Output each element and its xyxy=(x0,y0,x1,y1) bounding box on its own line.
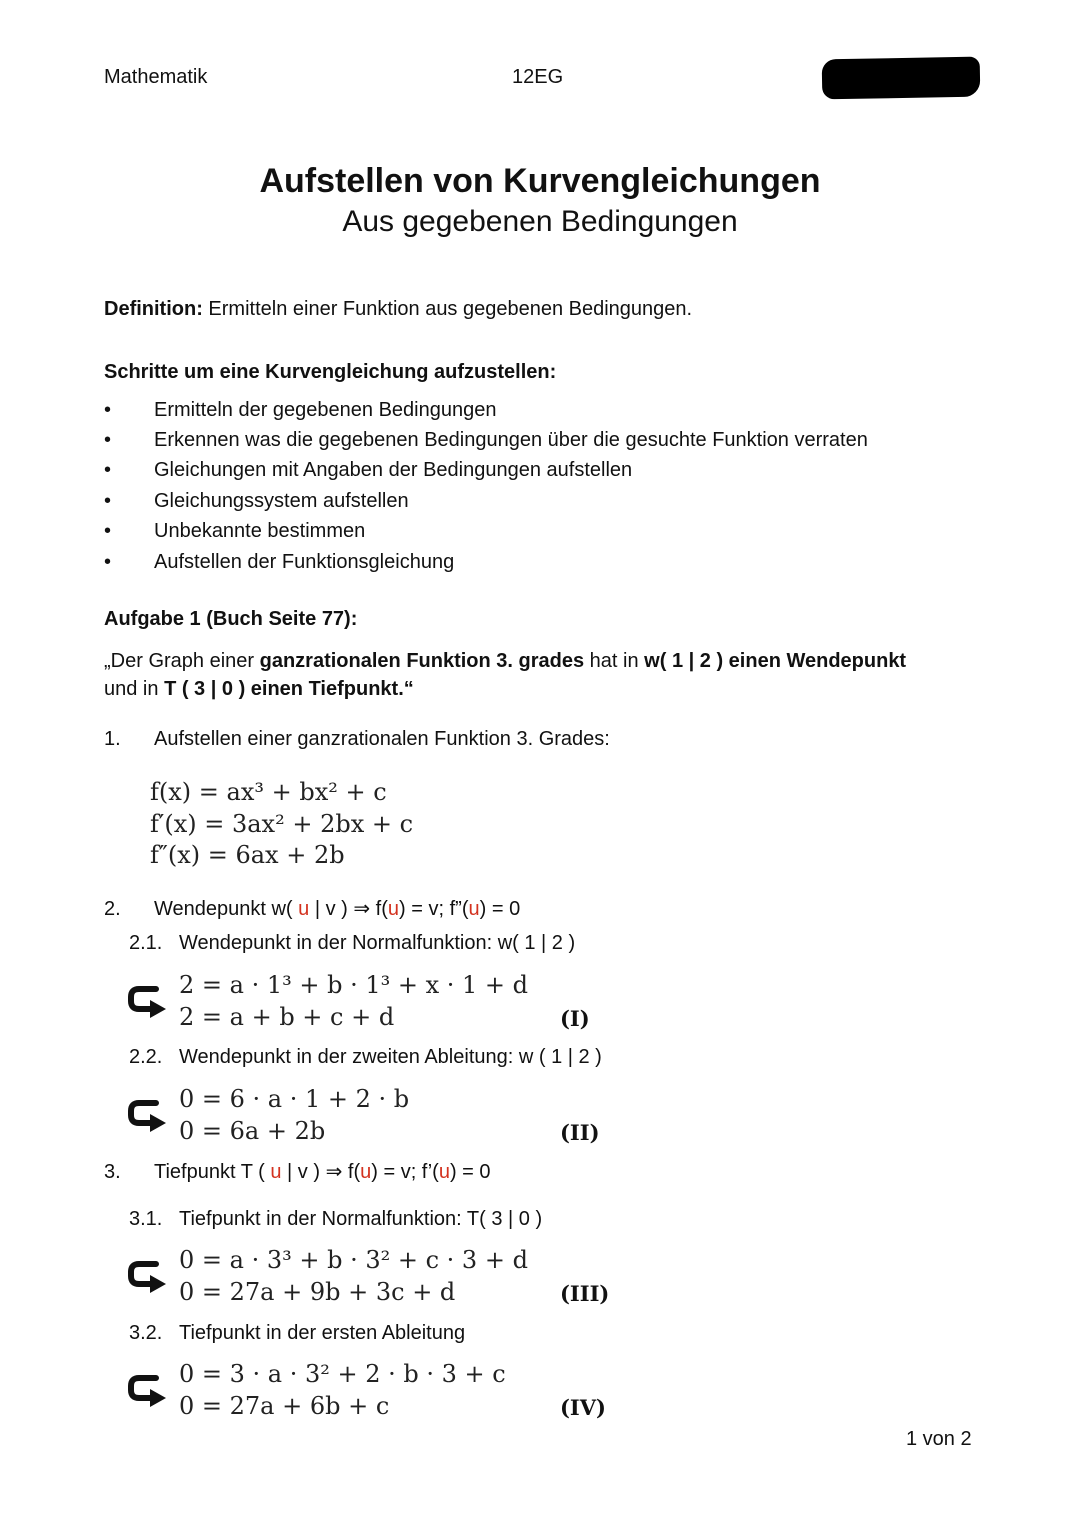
list-item-text: Ermitteln der gegebenen Bedingungen xyxy=(154,399,497,421)
list-item-text: Erkennen was die gegebenen Bedingungen über die gesuchte Funktion verraten xyxy=(154,429,868,451)
task-heading: Aufgabe 1 (Buch Seite 77): xyxy=(104,608,358,630)
page-subtitle: Aus gegebenen Bedingungen xyxy=(342,205,738,238)
variable-u: u xyxy=(468,898,480,920)
step-text: | v ) ⇒ f( xyxy=(309,898,388,920)
bullet: • xyxy=(104,520,112,542)
list-item-text: Unbekannte bestimmen xyxy=(154,520,366,542)
variable-u: u xyxy=(270,1161,282,1183)
definition xyxy=(104,295,692,323)
list-item-text: Gleichungen mit Angaben der Bedingungen aufstellen xyxy=(154,459,633,481)
task-text-part: „Der Graph einer xyxy=(104,650,260,672)
list-item xyxy=(104,516,365,546)
list-item xyxy=(104,425,868,455)
page-number: 1 von 2 xyxy=(906,1428,972,1450)
list-item xyxy=(104,455,632,485)
substep-number: 2.1. xyxy=(129,932,163,954)
redaction-mark xyxy=(822,57,981,100)
curved-arrow-icon xyxy=(126,1371,172,1413)
variable-u: u xyxy=(298,898,310,920)
bullet: • xyxy=(104,399,112,421)
equation-label: (I) xyxy=(560,1006,590,1031)
variable-u: u xyxy=(438,1161,450,1183)
page-title: Aufstellen von Kurvengleichungen xyxy=(259,162,821,200)
curved-arrow-icon xyxy=(126,982,172,1024)
step-text: Tiefpunkt T ( xyxy=(154,1161,271,1183)
list-item xyxy=(104,547,454,577)
task-text-part: und in xyxy=(104,678,165,700)
variable-u: u xyxy=(360,1161,372,1183)
equation: 0 = 27a + 9b + 3c + d xyxy=(179,1278,456,1306)
step-text: ) = 0 xyxy=(449,1161,491,1183)
substep-3-1 xyxy=(129,1205,542,1233)
equation-label: (II) xyxy=(560,1120,600,1145)
substep-text: Wendepunkt in der zweiten Ableitung: w ( 1 | 2 ) xyxy=(179,1046,602,1068)
substep-3-2 xyxy=(129,1319,465,1347)
step-text: ) = v; f”( xyxy=(399,898,469,920)
list-item xyxy=(104,486,409,516)
equation: 2 = a · 1³ + b · 1³ + x · 1 + d xyxy=(179,971,529,999)
bullet: • xyxy=(104,551,112,573)
equation: 0 = 3 · a · 3² + 2 · b · 3 + c xyxy=(179,1360,506,1388)
substep-2-2 xyxy=(129,1043,602,1071)
equation-label: (III) xyxy=(560,1281,610,1306)
curved-arrow-icon xyxy=(126,1257,172,1299)
bullet: • xyxy=(104,429,112,451)
curved-arrow-icon xyxy=(126,1096,172,1138)
substep-number: 2.2. xyxy=(129,1046,163,1068)
step-text: Aufstellen einer ganzrationalen Funktion 3. Grades: xyxy=(154,728,610,750)
task-text-bold: ganzrationalen Funktion 3. grades xyxy=(259,650,585,672)
substep-number: 3.2. xyxy=(129,1322,163,1344)
subject-label: Mathematik xyxy=(104,66,208,88)
equation: f′(x) = 3ax² + 2bx + c xyxy=(150,810,414,838)
variable-u: u xyxy=(387,898,400,920)
step-1 xyxy=(104,725,610,753)
equation: 0 = 27a + 6b + c xyxy=(179,1392,390,1420)
equation: 0 = 6a + 2b xyxy=(179,1117,326,1145)
step-text: ) = 0 xyxy=(479,898,521,920)
definition-text: Ermitteln einer Funktion aus gegebenen Bedingungen. xyxy=(202,298,693,320)
equation: f″(x) = 6ax + 2b xyxy=(150,841,345,869)
task-text-part: hat in xyxy=(584,650,645,672)
step-2 xyxy=(104,895,520,923)
substep-text: Tiefpunkt in der ersten Ableitung xyxy=(179,1322,466,1344)
class-label: 12EG xyxy=(512,66,564,88)
definition-label: Definition: xyxy=(104,298,203,320)
equation: f(x) = ax³ + bx² + c xyxy=(150,778,387,806)
equation: 0 = 6 · a · 1 + 2 · b xyxy=(179,1085,410,1113)
step-text: ) = v; f’( xyxy=(371,1161,439,1183)
step-number: 1. xyxy=(104,728,121,750)
list-item xyxy=(104,395,496,425)
substep-number: 3.1. xyxy=(129,1208,163,1230)
step-number: 2. xyxy=(104,898,121,920)
steps-heading: Schritte um eine Kurvengleichung aufzustellen: xyxy=(104,361,557,383)
step-number: 3. xyxy=(104,1161,121,1183)
equation-label: (IV) xyxy=(560,1395,606,1420)
task-text xyxy=(104,647,994,703)
bullet: • xyxy=(104,459,112,481)
task-text-bold: T ( 3 | 0 ) einen Tiefpunkt.“ xyxy=(164,678,414,700)
step-text: Wendepunkt w( xyxy=(154,898,299,920)
equation: 0 = a · 3³ + b · 3² + c · 3 + d xyxy=(179,1246,528,1274)
equation: 2 = a + b + c + d xyxy=(179,1003,395,1031)
step-3 xyxy=(104,1158,491,1186)
list-item-text: Aufstellen der Funktionsgleichung xyxy=(154,551,455,573)
bullet: • xyxy=(104,490,112,512)
list-item-text: Gleichungssystem aufstellen xyxy=(154,490,409,512)
substep-text: Wendepunkt in der Normalfunktion: w( 1 | 2 ) xyxy=(179,932,576,954)
step-text: | v ) ⇒ f( xyxy=(281,1161,361,1183)
substep-text: Tiefpunkt in der Normalfunktion: T( 3 | 0 ) xyxy=(179,1208,543,1230)
task-text-bold: w( 1 | 2 ) einen Wendepunkt xyxy=(644,650,907,672)
substep-2-1 xyxy=(129,929,575,957)
